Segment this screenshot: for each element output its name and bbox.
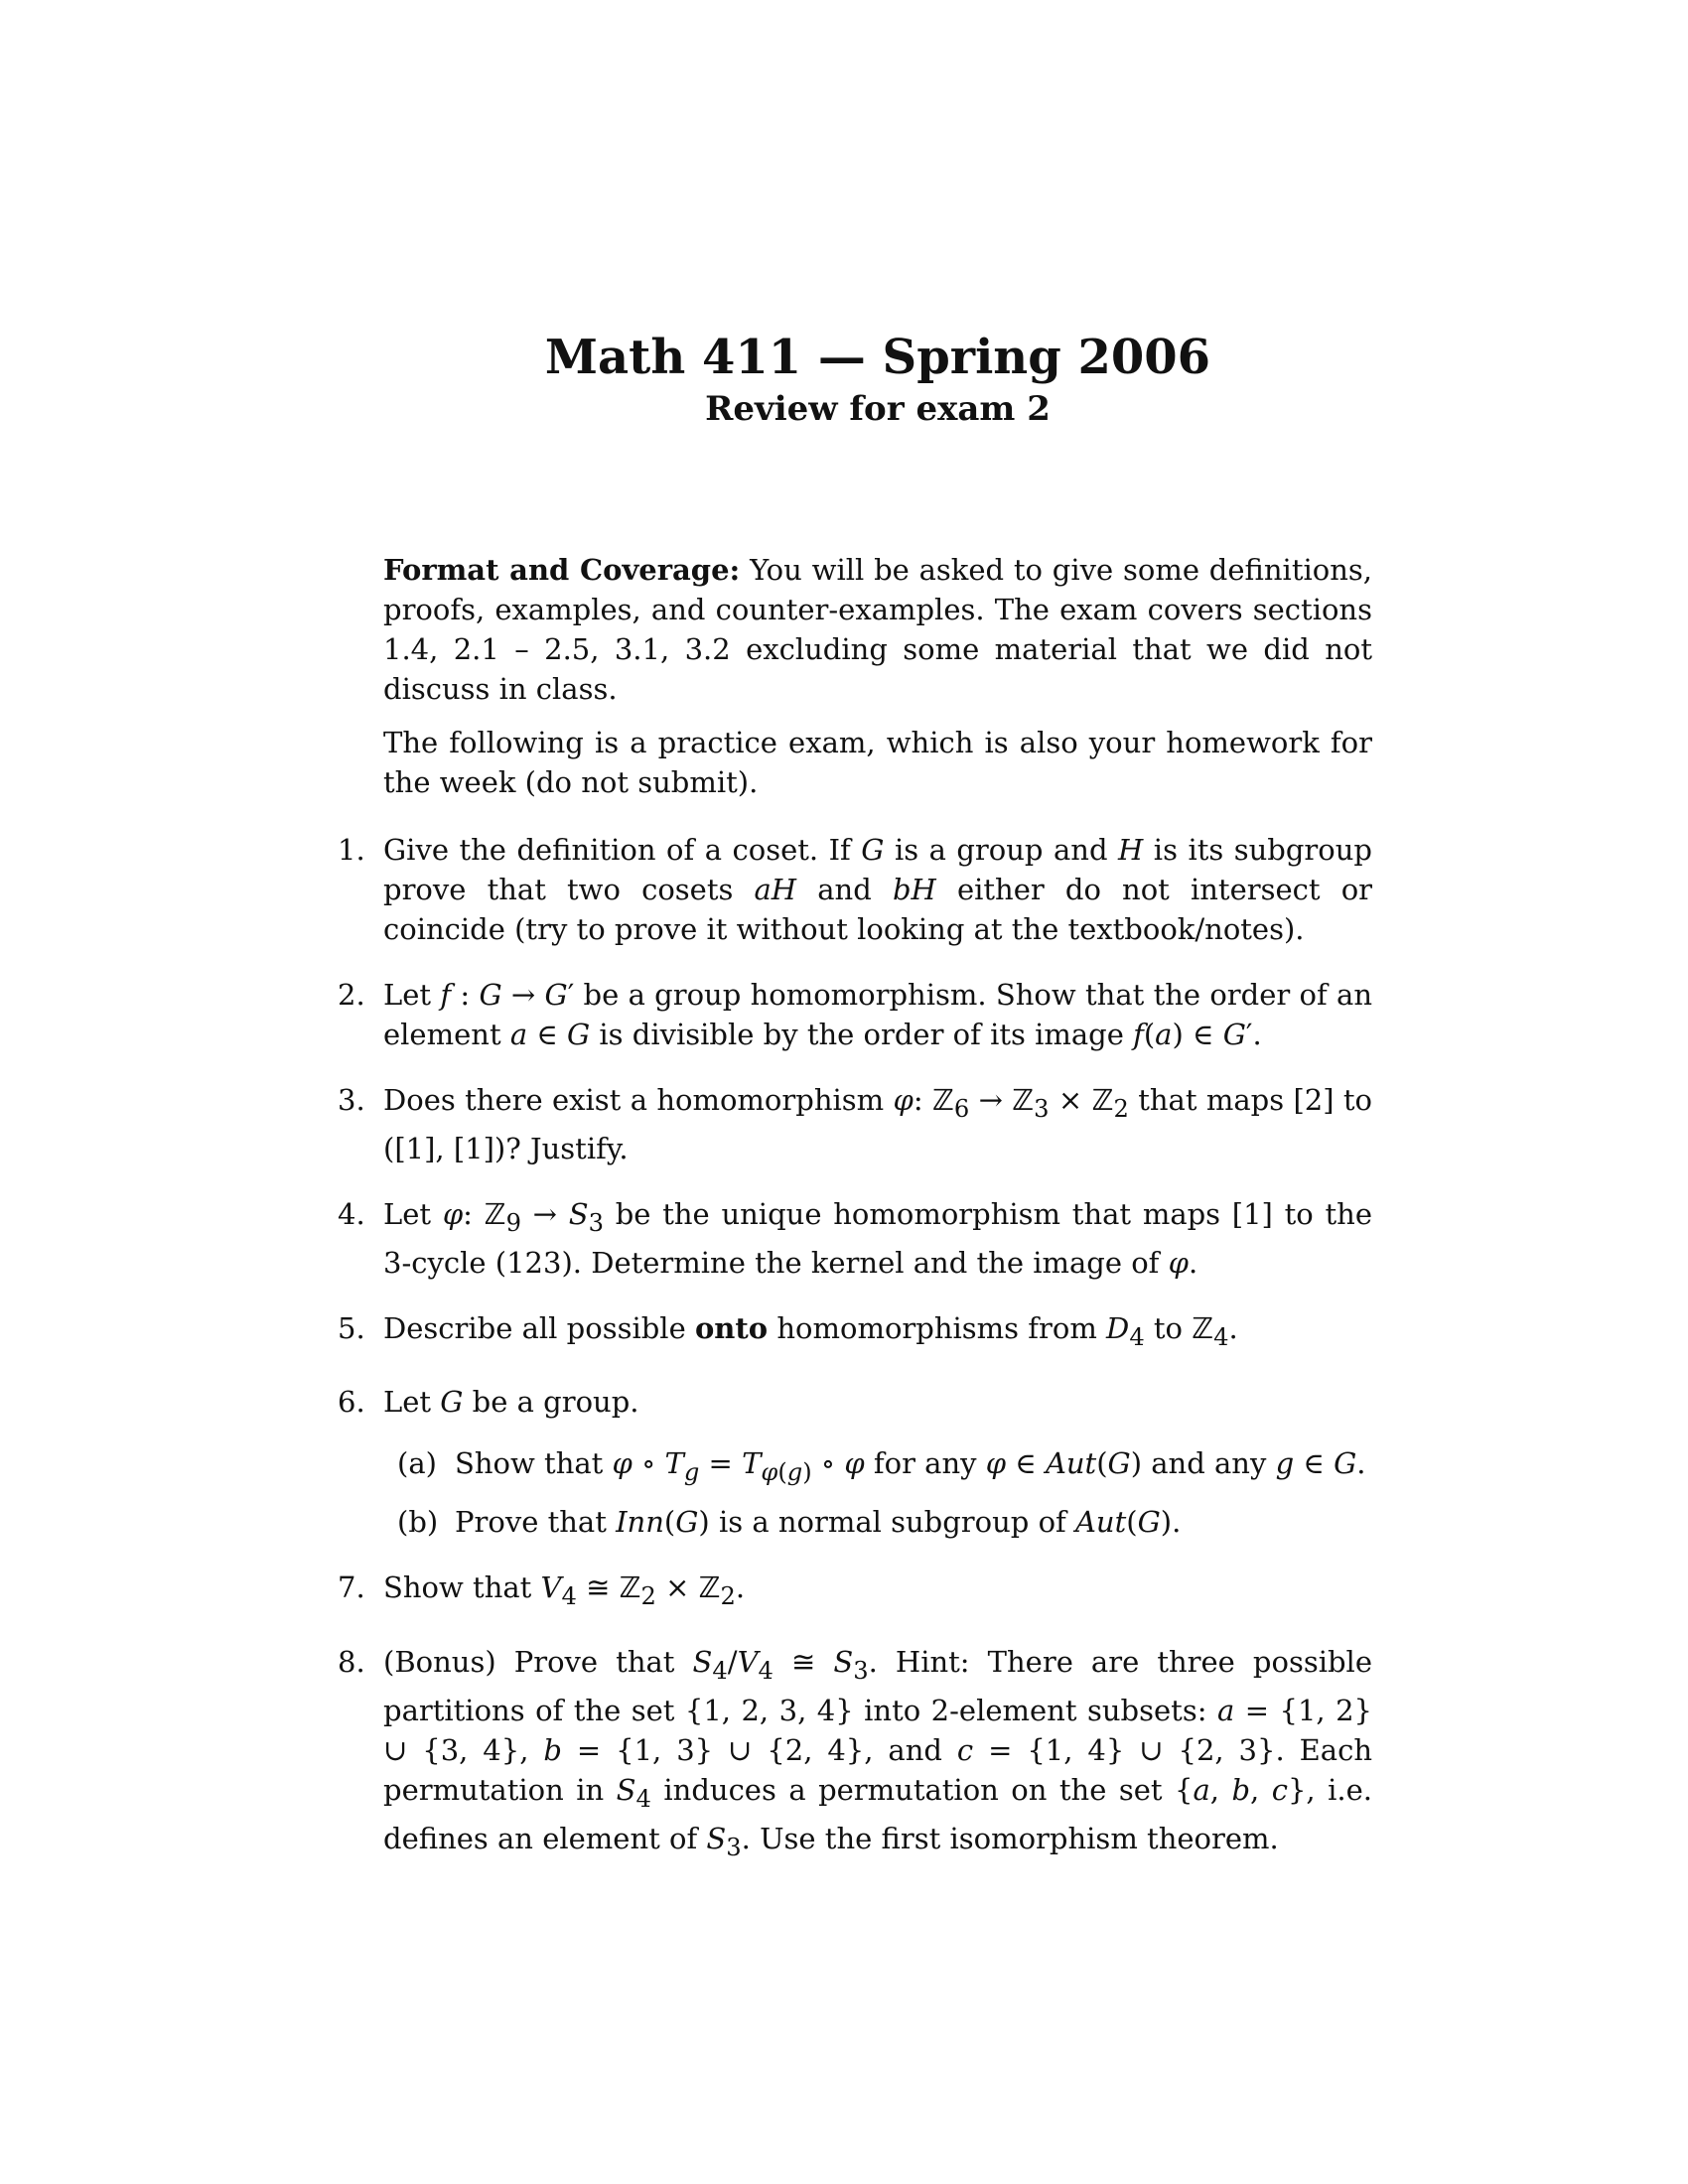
problem-3: 3. Does there exist a homomorphism φ: ℤ$_6$ → ℤ$_3$ × ℤ$_2$ that maps [2] to ([1], [1])? Justify. bbox=[383, 1080, 1372, 1168]
part-label: (b) bbox=[397, 1505, 439, 1540]
page-subtitle: Review for exam 2 bbox=[705, 389, 1051, 429]
coverage-text: You will be asked to give some definitions, proofs, examples, and counter-examples. The exam covers sections 1.4, 2.1 – 2.5, 3.1, 3.2 excluding some material that we did not discuss in class. bbox=[383, 553, 1372, 706]
problem-5: 5. Describe all possible onto homomorphisms from $D_4$ to ℤ$_4$. bbox=[383, 1308, 1372, 1357]
part-label: (a) bbox=[397, 1446, 437, 1481]
problem-number: 2. bbox=[338, 978, 365, 1012]
problem-4: 4. Let φ: ℤ$_9$ → $S_3$ be the unique homomorphism that maps [1] to the 3-cycle (123). Determine the kernel and the image of φ. bbox=[383, 1194, 1372, 1283]
problem-number: 8. bbox=[338, 1644, 365, 1679]
problem-number: 4. bbox=[338, 1196, 365, 1231]
problem-number: 3. bbox=[338, 1083, 365, 1117]
coverage-paragraph bbox=[383, 550, 1372, 709]
problem-number: 1. bbox=[338, 833, 365, 867]
practice-paragraph: The following is a practice exam, which is also your homework for the week (do not submit). bbox=[383, 726, 1372, 799]
problem-number: 6. bbox=[338, 1385, 365, 1420]
page-title: Math 411 — Spring 2006 bbox=[544, 330, 1211, 385]
problem-6a: (a) Show that φ ∘ $T_g = T_{\varphi(g)}$ ∘ φ for any φ ∈ Aut(G) and any g ∈ G. bbox=[397, 1443, 1372, 1492]
coverage-lead: Format and Coverage: bbox=[383, 553, 741, 587]
problem-8: 8. (Bonus) Prove that $S_4/V_4$ ≅ $S_3$. Hint: There are three possible partitions of the set {1, 2, 3, 4} into 2-element subsets: a = {1, 2} ∪ {3, 4}, b = {1, 3} ∪ {2, 4}, and c = {1, 4} ∪ {2, 3}. Each permutation in $S_4$ induces a permutation on the set {a, b, c}, i.e. defines an element of $S_3$. Use the first isomorphism theorem. bbox=[383, 1642, 1372, 1866]
problem-number: 5. bbox=[338, 1310, 365, 1345]
problem-2: 2. Let f : G → G′ be a group homomorphism. Show that the order of an element a ∈ G is divisible by the order of its image f(a) ∈ G′. bbox=[383, 975, 1372, 1054]
problem-6b: (b) Prove that Inn(G) is a normal subgroup of Aut(G). bbox=[397, 1502, 1372, 1542]
problem-6: 6. Let G be a group. (a) Show that φ ∘ $T_g = T_{\varphi(g)}$ ∘ φ for any φ ∈ Aut(G) and any g ∈ G. (b) Prove that Inn(G) is a normal subgroup of Aut(G). bbox=[383, 1382, 1372, 1542]
problem-6-parts bbox=[383, 1443, 1372, 1542]
document-page bbox=[338, 328, 1373, 1892]
problem-7: 7. Show that $V_4$ ≅ ℤ$_2$ × ℤ$_2$. bbox=[383, 1568, 1372, 1616]
problem-1: 1. Give the definition of a coset. If G is a group and H is its subgroup prove that two cosets aH and bH either do not intersect or coincide (try to prove it without looking at the textbook/notes). bbox=[383, 830, 1372, 949]
problem-list bbox=[338, 830, 1373, 1866]
problem-number: 7. bbox=[338, 1570, 365, 1605]
